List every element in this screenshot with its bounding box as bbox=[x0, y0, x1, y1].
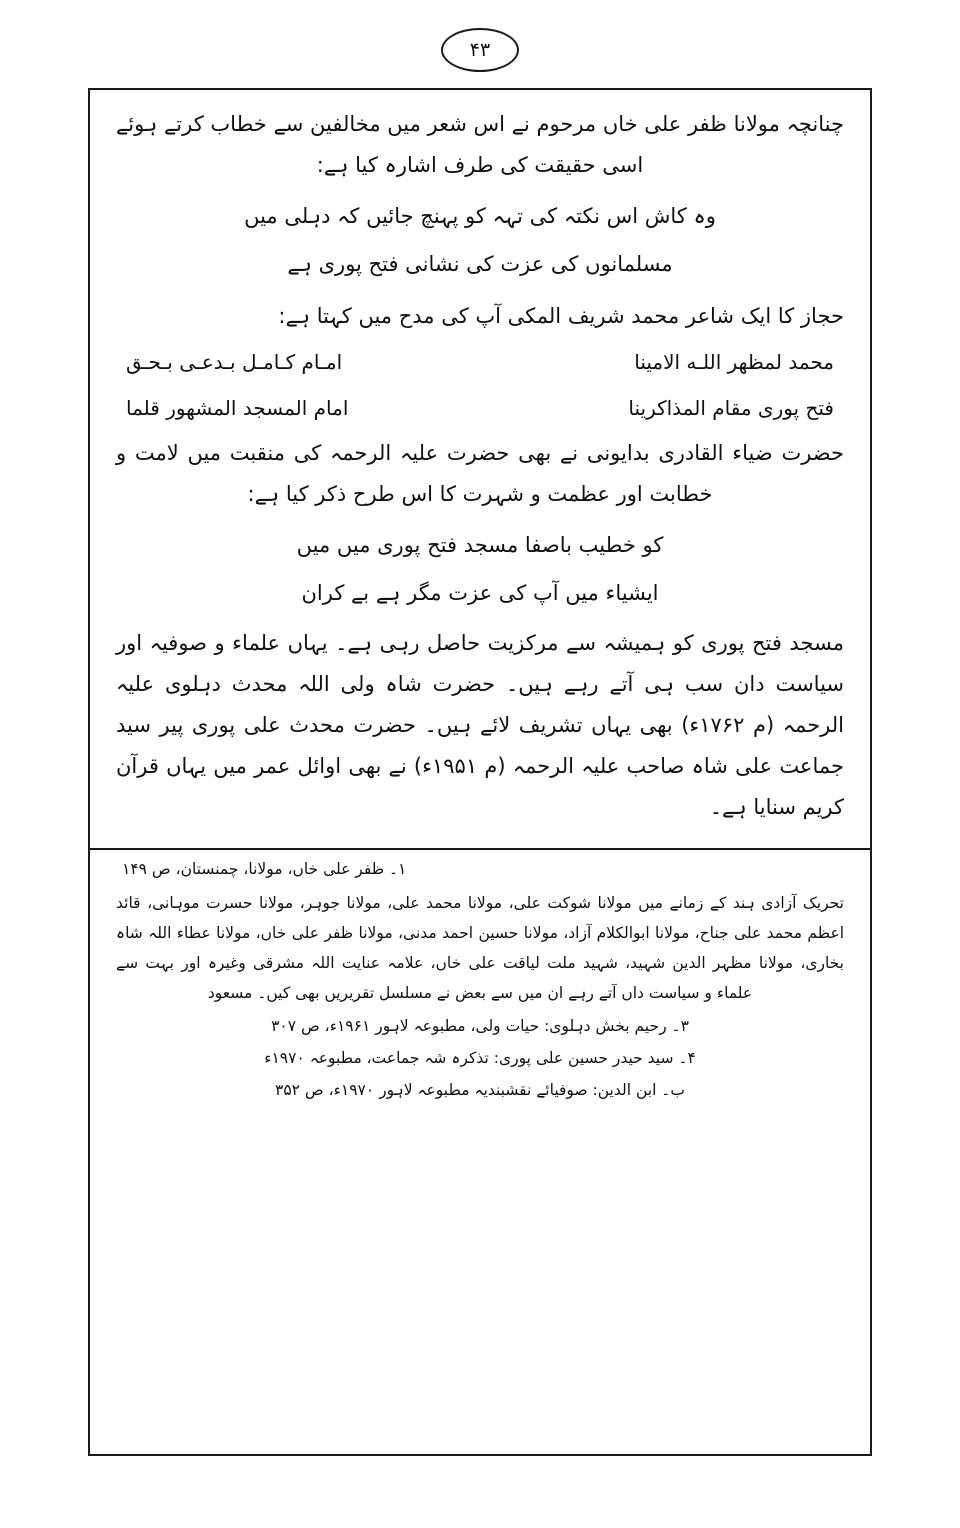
footnote-top-reference: ۱۔ ظفر علی خاں، مولانا، چمنستان، ص ۱۴۹ bbox=[122, 859, 407, 878]
footnote-item-2: تحریک آزادی ہند کے زمانے میں مولانا شوکت علی، مولانا محمد علی، مولانا جوہر، مولانا حسرت موہانی، قائد اعظم محمد علی جناح، مولانا ابوالکلام آزاد، مولانا حسین احمد مدنی، مولانا ظفر علی خاں، مولانا عطاء اللہ شاہ بخاری، مولانا مظہر الدین شہید، شہید ملت لیاقت علی خاں، علامہ عنایت اللہ مشرقی وغیرہ اور بہت سے علماء و سیاست داں آتے رہے ان میں سے بعض نے مسلسل تقریریں بھی کیں۔ مسعود bbox=[116, 893, 844, 1003]
footnote-item-3: ۳۔ رحیم بخش دہلوی: حیات ولی، مطبوعہ لاہور ۱۹۶۱ء، ص ۳۰۷ bbox=[271, 1016, 689, 1035]
main-body bbox=[90, 90, 870, 842]
footnote-item-4: ۴۔ سید حیدر حسین علی پوری: تذکرہ شہ جماعت، مطبوعہ ۱۹۷۰ء bbox=[264, 1048, 696, 1067]
couplet-one-line-2: مسلمانوں کی عزت کی نشانی فتح پوری ہے bbox=[287, 251, 673, 276]
page-number-container bbox=[0, 28, 960, 72]
arabic-verse-1-left: محمد لمظهر اللـه الامینا bbox=[634, 350, 834, 374]
text-frame bbox=[88, 88, 872, 1456]
arabic-verse-2-right: امام المسجد المشهور قلما bbox=[126, 396, 349, 420]
footnote-section bbox=[90, 850, 870, 1454]
arabic-verse-2 bbox=[116, 387, 844, 429]
intro-paragraph: چنانچہ مولانا ظفر علی خاں مرحوم نے اس شعر میں مخالفین سے خطاب کرتے ہوئے اسی حقیقت کی طرف اشارہ کیا ہے: bbox=[116, 112, 844, 177]
arabic-verse-1 bbox=[116, 341, 844, 383]
couplet-two-line-1: کو خطیب باصفا مسجد فتح پوری میں میں bbox=[296, 532, 664, 557]
arabic-verse-1-right: امـام کـامـل بـدعـی بـحـق bbox=[126, 350, 343, 374]
couplet-two-line-2: ایشیاء میں آپ کی عزت مگر ہے بے کران bbox=[301, 580, 659, 605]
closing-paragraph: مسجد فتح پوری کو ہمیشہ سے مرکزیت حاصل رہی ہے۔ یہاں علماء و صوفیہ اور سیاست دان سب ہی آتے رہے ہیں۔ حضرت شاہ ولی اللہ محدث دہلوی علیہ الرحمہ (م ۱۷۶۲ء) بھی یہاں تشریف لائے ہیں۔ حضرت محدث علی پوری پیر سید جماعت علی شاہ صاحب علیہ الرحمہ (م ۱۹۵۱ء) نے بھی اوائل عمر میں یہاں قرآن کریم سنایا ہے۔ bbox=[116, 631, 844, 819]
couplet-one-line-1: وہ کاش اس نکتہ کی تہہ کو پہنچ جائیں کہ دہلی میں bbox=[244, 203, 716, 228]
page-number: ۴۳ bbox=[441, 28, 519, 72]
second-paragraph: حضرت ضیاء القادری بدایونی نے بھی حضرت علیہ الرحمہ کی منقبت میں لامت و خطابت اور عظمت و شہرت کا اس طرح ذکر کیا ہے: bbox=[116, 441, 844, 506]
footnote-item-b: ب۔ ابن الدین: صوفیائے نقشبندیہ مطبوعہ لاہور ۱۹۷۰ء، ص ۳۵۲ bbox=[275, 1081, 685, 1100]
arabic-verse-2-left: فتح پوری مقام المذاکرینا bbox=[628, 396, 834, 420]
couplet-one bbox=[116, 192, 844, 288]
couplet-two bbox=[116, 521, 844, 617]
arabic-lead-in: حجاز کا ایک شاعر محمد شریف المکی آپ کی مدح میں کہتا ہے: bbox=[278, 304, 844, 329]
